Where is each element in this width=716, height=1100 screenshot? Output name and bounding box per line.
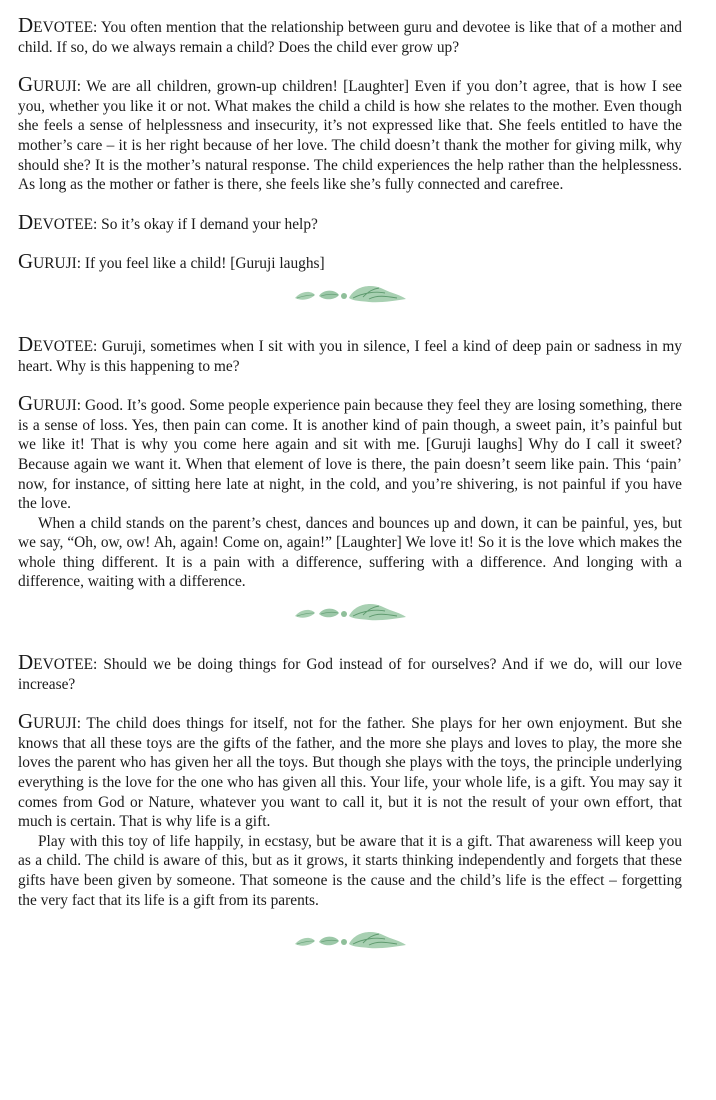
devotee-question — [18, 650, 682, 694]
question-text: Guruji, sometimes when I sit with you in silence, I feel a kind of deep pain or sadness in my heart. Why is this happening to me? — [18, 337, 682, 375]
question-text: Should we be doing things for God instead of for ourselves? And if we do, will our love increase? — [18, 656, 682, 693]
speaker-label: DEVOTEE: — [18, 331, 98, 356]
qa-section-3 — [18, 650, 682, 910]
guruji-answer — [18, 249, 682, 274]
guruji-answer — [18, 391, 682, 514]
devotee-question — [18, 13, 682, 57]
speaker-label: GURUJI: — [18, 391, 82, 416]
devotee-question — [18, 209, 682, 235]
speaker-label: GURUJI: — [18, 249, 82, 274]
leaf-ornament-icon — [18, 920, 682, 960]
leaf-ornament-icon — [18, 592, 682, 632]
qa-section-1 — [18, 13, 682, 274]
answer-text: We are all children, grown-up children! [Laughter] Even if you don’t agree, that is how I see you, whether you like it or not. What makes the child a child is how she relates to the mother. Even though she feels a sense of helplessness and insecurity, it’s not expressed like that. She feels entitled to have the mother’s care – it is her right because of her love. The child doesn’t thank the mother for giving milk, why should she? It is the mother’s natural response. The child experiences the help rather than the helplessness. As long as the mother or father is there, she feels like she’s fully connected and carefree. — [18, 78, 682, 194]
guruji-answer — [18, 709, 682, 832]
speaker-label: GURUJI: — [18, 709, 82, 734]
devotee-question — [18, 331, 682, 376]
question-text: You often mention that the relationship between guru and devotee is like that of a mother and child. If so, do we always remain a child? Does the child ever grow up? — [18, 19, 682, 56]
answer-continuation: Play with this toy of life happily, in ecstasy, but be aware that it is a gift. That awareness will keep you as a child. The child is aware of this, but as it grows, it starts thinking independently and forgets that these gifts have been given by someone. That someone is the cause and the child’s life is the effect – forgetting the very fact that its life is a gift from its parents. — [18, 832, 682, 909]
answer-text: Good. It’s good. Some people experience pain because they feel they are losing something, there is a sense of loss. Yes, then pain can come. It is another kind of pain though, a sweet pain, it’s painful but we like it! That is why you come here again and sit with me. [Guruji laughs] Why do I call it sweet? Because again we want it. When that element of love is there, the pain doesn’t seem like pain. This ‘pain’ now, for instance, of sitting here late at night, in the cold, and you’re shivering, is not painful if you have the love. — [18, 397, 682, 513]
answer-continuation: When a child stands on the parent’s chest, dances and bounces up and down, it can be painful, yes, but we say, “Oh, ow, ow! Ah, again! Come on, again!” [Laughter] We love it! So it is the love which makes the whole thing different. It is a pain with a difference, suffering with a difference. And longing with a difference, waiting with a difference. — [18, 514, 682, 591]
qa-section-2 — [18, 331, 682, 592]
speaker-label: DEVOTEE: — [18, 209, 98, 234]
speaker-label: DEVOTEE: — [18, 13, 98, 37]
speaker-label: GURUJI: — [18, 72, 82, 97]
question-text: So it’s okay if I demand your help? — [97, 215, 318, 233]
guruji-answer — [18, 72, 682, 195]
speaker-label: DEVOTEE: — [18, 650, 98, 675]
answer-text: If you feel like a child! [Guruji laughs] — [81, 255, 325, 273]
answer-text: The child does things for itself, not for the father. She plays for her own enjoyment. But she knows that all these toys are the gifts of the father, and the more she plays and loves to play, the more she loves the parent who has given her all the toys. But though she plays with the toys, the principle underlying everything is the love for the one who has given all this. Your life, your whole life, is a gift. You may say it comes from God or Nature, whatever you want to call it, but it is not the result of your own effort, that much is certain. That is why life is a gift. — [18, 715, 682, 831]
leaf-ornament-icon — [18, 274, 682, 314]
